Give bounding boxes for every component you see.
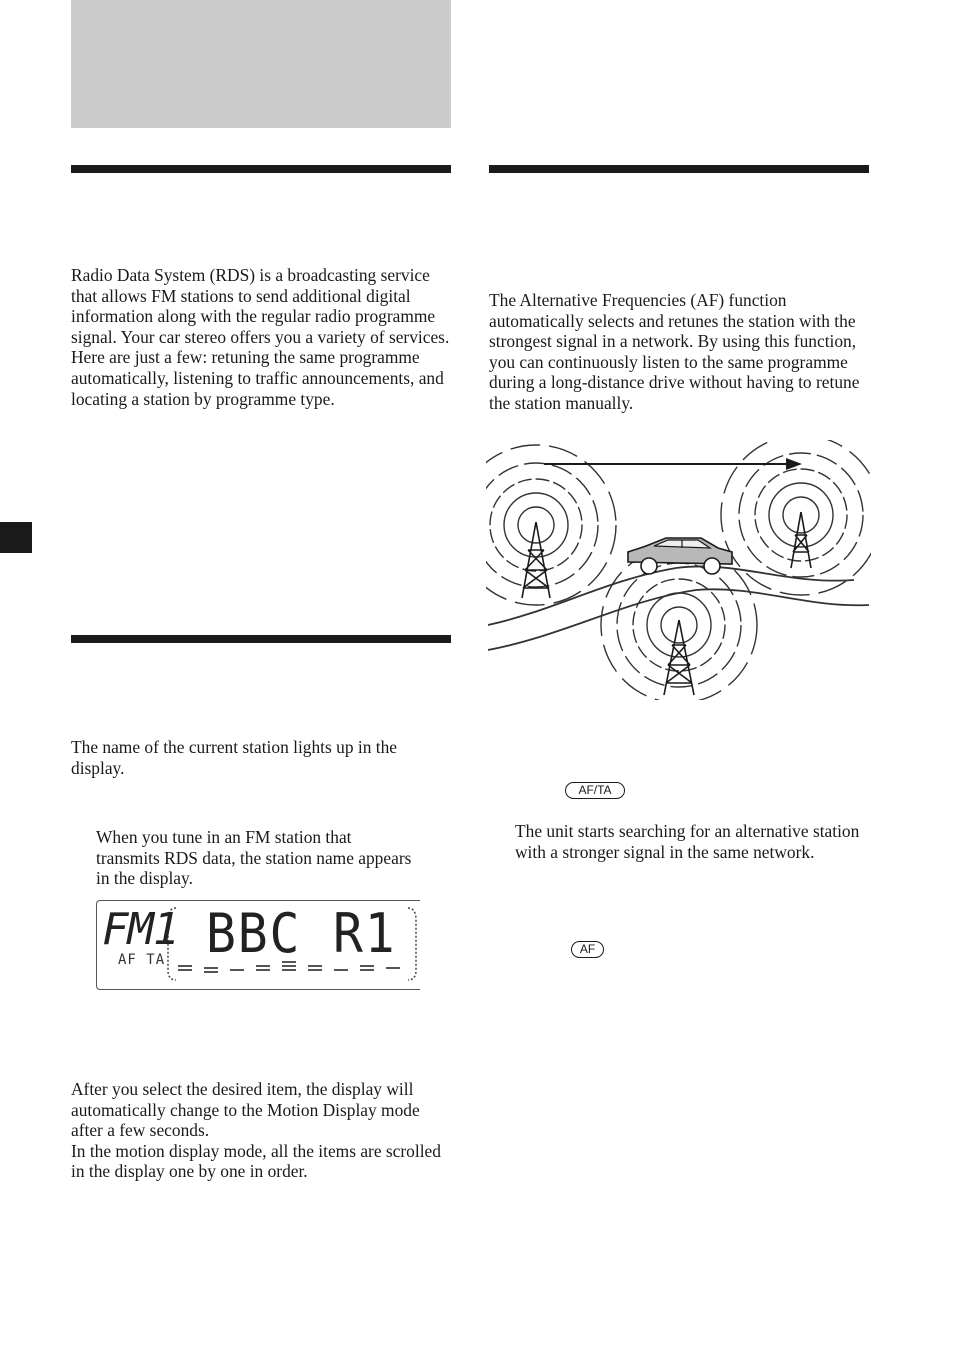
af-intro-paragraph: The Alternative Frequencies (AF) function automatically selects and retunes the station with the strongest signal in a network. By using this function, you can continuously listen to the same programme during a long-distance drive without having to retune the station manually. (489, 290, 860, 413)
station-name-intro: The name of the current station lights up in the display. (71, 737, 397, 778)
car-icon (628, 538, 732, 574)
lcd-station-name: BBC R1 (206, 902, 397, 965)
section-rule-af (489, 165, 869, 173)
af-button[interactable]: AF (571, 941, 604, 958)
lcd-band-label: FM1 (102, 904, 179, 955)
section-rule-rds (71, 165, 451, 173)
section-rule-station-name (71, 635, 451, 643)
motion-display-paragraph: After you select the desired item, the display will automatically change to the Motion Display mode after a few seconds. In the motion display mode, all the items are scrolled in the display one by one in order. (71, 1079, 441, 1182)
lcd-indicator: AF TA (118, 952, 166, 968)
af-search-paragraph: The unit starts searching for an alternative station with a stronger signal in the same network. (515, 821, 860, 862)
chapter-tab-marker (0, 522, 32, 553)
section-header-block (71, 0, 451, 128)
rds-intro-paragraph: Radio Data System (RDS) is a broadcasting service that allows FM stations to send additional digital information along with the regular radio programme signal. Your car stereo offers you a variety of services. Here are just a few: retuning the same programme automatically, listening to traffic announcements, and locating a station by programme type. (71, 265, 450, 409)
station-name-step: When you tune in an FM station that transmits RDS data, the station name appears in the display. (96, 827, 412, 889)
lcd-display (96, 900, 420, 990)
af-network-illustration (486, 440, 871, 700)
af-ta-button[interactable]: AF/TA (565, 782, 625, 799)
